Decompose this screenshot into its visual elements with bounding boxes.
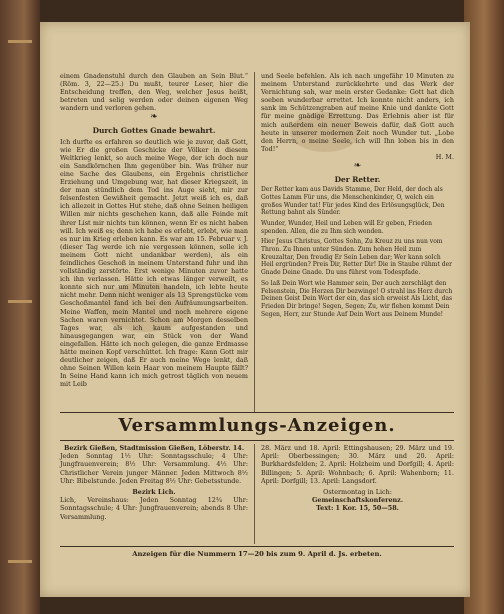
ornament-icon: ❧ [353, 161, 362, 172]
announcements-left [60, 444, 248, 521]
book-cover-left [0, 0, 40, 614]
section-rule [60, 440, 454, 441]
cover-band [8, 560, 32, 563]
column-divider [254, 72, 255, 412]
signature: H. M. [435, 152, 454, 161]
district-schedule: Jeden Sonntag 1½ Uhr: Sonntagsschule; 4 Uhr: Jungfrauenverein; 8½ Uhr: Versammlung. 4½ Uhr: Christlicher Verein junger Männer. Jeden Mittwoch 8½ Uhr: Bibelstunde. Jeden Freitag 8½ Uhr: Gebetsstunde. [60, 452, 248, 485]
cover-band [8, 40, 32, 43]
district-heading: Bezirk Gießen, Stadtmission Gießen, Löberstr. 14. [63, 444, 245, 452]
poem-title: Der Retter. [334, 175, 381, 185]
article-body: Ich durfte es erfahren so deutlich wie je zuvor, daß Gott, wie Er die großen Geschicke der Völker in diesem Weltkrieg lenkt, so auch meine Wege, der ich doch nur ein Sandkörnchen Ihm gegenüber bin. Was früher nur eine Sache des Glaubens, ein Ergebnis christlicher Erziehung und Umgebung war, hat dieser Kriegszeit, in der man stündlich dem Tod ins Auge sieht, mir zur felsenfesten Gewißheit gemacht. Jetzt weiß ich es, daß ich allezeit in Gottes Hut stehe, daß ohne Seinen heiligen Willen mir nichts geschehen kann, daß alle Feinde mit ihrer List mir nichts tun können, wenn Er es nicht haben will. Ich weiß es; denn ich habe es erlebt, erlebt, wie man es nur im Krieg erleben kann. Es war am 15. Februar v. J. (dieser Tag werde ich nie vergessen können, solle ich meinem Gott nicht undankbar werden), als ein feindliches Geschoß in meinem Unterstand fuhr und ihn vollständig zerstörte. Erst wenige Minuten zuvor hatte ich ihn verlassen. Hätte ich etwas länger verweilt, es konnte sich nur um Minuten handeln, ich lebte heute nicht mehr. Denn nicht weniger als 13 Sprengstücke vom Geschoßmantel fand ich bei den Aufräumungsarbeiten. Meine Waffen, mein Mantel und noch mehrere eigene Sachen waren vernichtet. Schon am Morgen desselben Tages war, als ich kaum aufgestanden und hinausgegangen war, ein Stück von der Wand eingefallen. Hätte ich noch gelegen, die ganze Erdmasse hätte meinen Kopf verschüttet. Ich frage: Kann Gott mir deutlicher zeigen, daß Er auch meine Wege lenkt, daß ohne Seinen Willen kein Haar von meinem Haupte fällt? In Seine Hand kann ich mich getrost täglich von neuem mit Leib [60, 137, 248, 389]
conference-text: Text: 1 Kor. 15, 50—58. [316, 504, 399, 513]
continuation-paragraph: und Seele befehlen. Als ich nach ungefähr 10 Minuten zu meinem Unterstand zurückkehrte und das Werk der Vernichtung sah, war mein erster Gedanke: Gott hat dich soeben wunderbar errettet. Ich konnte nicht anders, ich sank im Schützengraben auf meine Knie und dankte Gott für meine gnädige Errettung. Das Erlebnis aber ist für mich außerdem ein neuer Beweis dafür, daß Gott auch heute in unserer modernen Zeit noch Wunder tut. „Lobe den Herrn, o meine Seele, ich will Ihn loben bis in den Tod!“ [261, 72, 454, 153]
left-column [60, 72, 248, 388]
easter-line: Ostermontag in Lich: [323, 488, 392, 497]
meeting-dates: 28. März und 18. April: Ettingshausen; 29. März und 19. April: Oberbessingen; 30. März und 20. April: Burkhardsfelden; 2. April: Holzheim und Dorfgill; 4. April: Billingen; 5. April: Wohnbach; 6. April: Wahenborn; 11. April: Dorfgill; 13. April: Langsdorf. [261, 444, 454, 485]
section-rule [60, 412, 454, 413]
intro-paragraph: einem Gnadenstuhl durch den Glauben an Sein Blut.“ (Röm. 3, 22—25.) Du mußt, teurer Leser, hier die Entscheidung treffen, den Weg, welcher Jesus heißt, betreten und selig werden oder deinen eigenen Weg wandern und verloren gehen. [60, 72, 248, 113]
poem-stanza: Hier Jesus Christus, Gottes Sohn, Zu Kreuz zu uns nun vom Thron. Zu Ihnen unter Sünden. Zum hohen Heil zum Kreuzaltar, Den freudig Er Sein Leben dar; Wer kann solch Heil ergründen? Preis Dir, Retter Dir! Die in Staube rühmt der Gnade Deine Gnade. Du uns führst vom Todespfade. [261, 238, 453, 277]
poem-stanza: Der Retter kam aus Davids Stamme, Der Held, der doch als Gottes Lamm Für uns, die Menschenkinder, O, welch ein großes Wunder tat! Für jedes Kind des Erlösungsglück, Den Rettung bahnt als Sünder. [261, 186, 445, 217]
announcements-right [261, 444, 454, 513]
poem-stanza: Wunder, Wunder, Heil und Leben will Er geben, Frieden spenden. Allen, die zu Ihm sich wenden. [261, 219, 433, 235]
cover-band [8, 300, 32, 303]
section-title: Versammlungs-Anzeigen. [118, 415, 396, 436]
right-column [261, 72, 454, 321]
page-content [60, 72, 454, 558]
poem [261, 186, 454, 318]
conference-title: Gemeinschaftskonferenz. [311, 496, 404, 505]
article-heading: Durch Gottes Gnade bewahrt. [92, 126, 216, 136]
footer-rule [60, 546, 454, 547]
column-divider [254, 444, 255, 544]
sub-district-heading: Bezirk Lich. [132, 488, 176, 497]
lich-schedule: Lich, Vereinshaus: Jeden Sonntag 12¾ Uhr: Sonntagsschule; 4 Uhr: Jungfrauenverein; abends 8 Uhr: Versammlung. [60, 496, 248, 521]
poem-stanza: So laß Dein Wort wie Hammer sein, Der auch zerschlägt den Felsenstein, Die Herzen Dir bezwinge! O strahl ins Herz durch Deinen Geist Dein Wort der ein, das sich erweist Als Licht, das Frieden Dir bringe! Segen, Segen; Zu, wir flehen kommt Dein Segen, Herr, zur Stunde Auf Dein Wort aus Deinem Munde! [261, 279, 453, 318]
document-page [40, 22, 470, 597]
book-binding-right [464, 0, 504, 614]
footer-note: Anzeigen für die Nummern 17—20 bis zum 9. April d. Js. erbeten. [132, 550, 382, 558]
ornament-icon: ❧ [150, 112, 158, 123]
